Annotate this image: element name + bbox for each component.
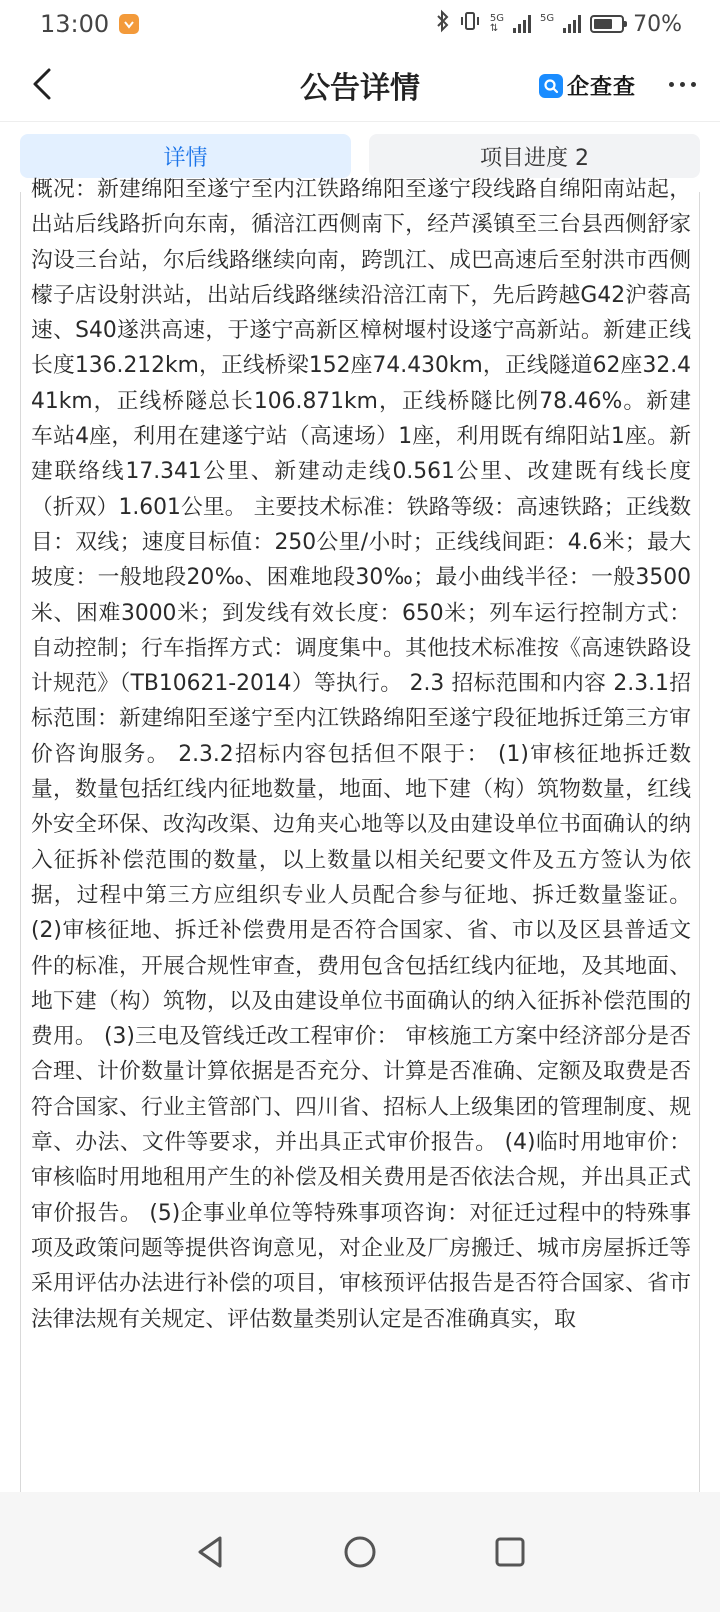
- tab-project-progress[interactable]: 项目进度 2: [369, 134, 700, 178]
- system-recents-button[interactable]: [490, 1532, 530, 1572]
- app-notification-icon: [119, 14, 139, 34]
- back-button[interactable]: [22, 64, 62, 104]
- brand-name: 企查查: [566, 75, 636, 100]
- signal-icon: [563, 15, 581, 33]
- network-type-2: 5G: [539, 13, 555, 24]
- brand-logo-icon: [539, 74, 563, 98]
- back-triangle-icon: [194, 1534, 226, 1570]
- battery-percent: 70%: [633, 11, 682, 37]
- system-home-button[interactable]: [340, 1532, 380, 1572]
- system-nav-bar: [0, 1492, 720, 1612]
- more-button[interactable]: [662, 68, 702, 100]
- network-type-1: 5G ⇅: [489, 13, 504, 34]
- system-back-button[interactable]: [190, 1532, 230, 1572]
- announcement-content[interactable]: [20, 177, 700, 1492]
- tab-details[interactable]: 详情: [20, 134, 351, 178]
- battery-fill: [594, 19, 612, 29]
- clock: 13:00: [40, 10, 110, 38]
- page-title: 公告详情: [300, 70, 420, 106]
- nav-bar: [0, 48, 720, 122]
- brand-link[interactable]: [539, 70, 636, 101]
- battery-icon: [590, 15, 624, 33]
- status-right: [436, 10, 682, 38]
- bluetooth-icon: [436, 10, 450, 38]
- vibrate-icon: [459, 10, 481, 38]
- announcement-body: 概况：新建绵阳至遂宁至内江铁路绵阳至遂宁段线路自绵阳南站起，出站后线路折向东南，循涪江西侧南下，经芦溪镇至三台县西侧舒家沟设三台站，尔后线路继续向南，跨凯江、成巴高速后至射洪市西侧檬子店设射洪站，出站后线路继续沿涪江南下，先后跨越G42沪蓉高速、S40遂洪高速，于遂宁高新区樟树堰村设遂宁高新站。新建正线长度136.212km，正线桥梁152座74.430km，正线隧道62座32.441km，正线桥隧总长106.871km，正线桥隧比例78.46%。新建车站4座，利用在建遂宁站（高速场）1座，利用既有绵阳站1座。新建联络线17.341公里、新建动走线0.561公里、改建既有线长度（折双）1.601公里。 主要技术标准：铁路等级：高速铁路；正线数目：双线；速度目标值：250公里/小时；正线线间距：4.6米；最大坡度：一般地段20‰、困难地段30‰；最小曲线半径：一般3500米、困难3000米；到发线有效长度：650米；列车运行控制方式：自动控制；行车指挥方式：调度集中。其他技术标准按《高速铁路设计规范》（TB10621-2014）等执行。 2.3 招标范围和内容 2.3.1招标范围：新建绵阳至遂宁至内江铁路绵阳至遂宁段征地拆迁第三方审价咨询服务。 2.3.2招标内容包括但不限于： (1)审核征地拆迁数量，数量包括红线内征地数量，地面、地下建（构）筑物数量，红线外安全环保、改沟改渠、边角夹心地等以及由建设单位书面确认的纳入征拆补偿范围的数量，以上数量以相关纪要文件及五方签认为依据，过程中第三方应组织专业人员配合参与征地、拆迁数量鉴证。 (2)审核征地、拆迁补偿费用是否符合国家、省、市以及区县普适文件的标准，开展合规性审查，费用包含包括红线内征地，及其地面、地下建（构）筑物，以及由建设单位书面确认的纳入征拆补偿范围的费用。 (3)三电及管线迁改工程审价： 审核施工方案中经济部分是否合理、计价数量计算依据是否充分、计算是否准确、定额及取费是否符合国家、行业主管部门、四川省、招标人上级集团的管理制度、规章、办法、文件等要求，并出具正式审价报告。 (4)临时用地审价：审核临时用地租用产生的补偿及相关费用是否依法合规，并出具正式审价报告。 (5)企事业单位等特殊事项咨询：对征迁过程中的特殊事项及政策问题等提供咨询意见，对企业及厂房搬迁、城市房屋拆迁等采用评估办法进行补偿的项目，审核预评估报告是否符合国家、省市法律法规有关规定、评估数量类别认定是否准确真实，取: [31, 177, 691, 1332]
- back-arrow-icon: [31, 67, 53, 101]
- status-left: [40, 10, 139, 38]
- home-circle-icon: [342, 1534, 378, 1570]
- recents-square-icon: [493, 1535, 527, 1569]
- status-bar: [0, 0, 720, 48]
- signal-icon: [513, 15, 531, 33]
- more-dots-icon: [669, 82, 674, 87]
